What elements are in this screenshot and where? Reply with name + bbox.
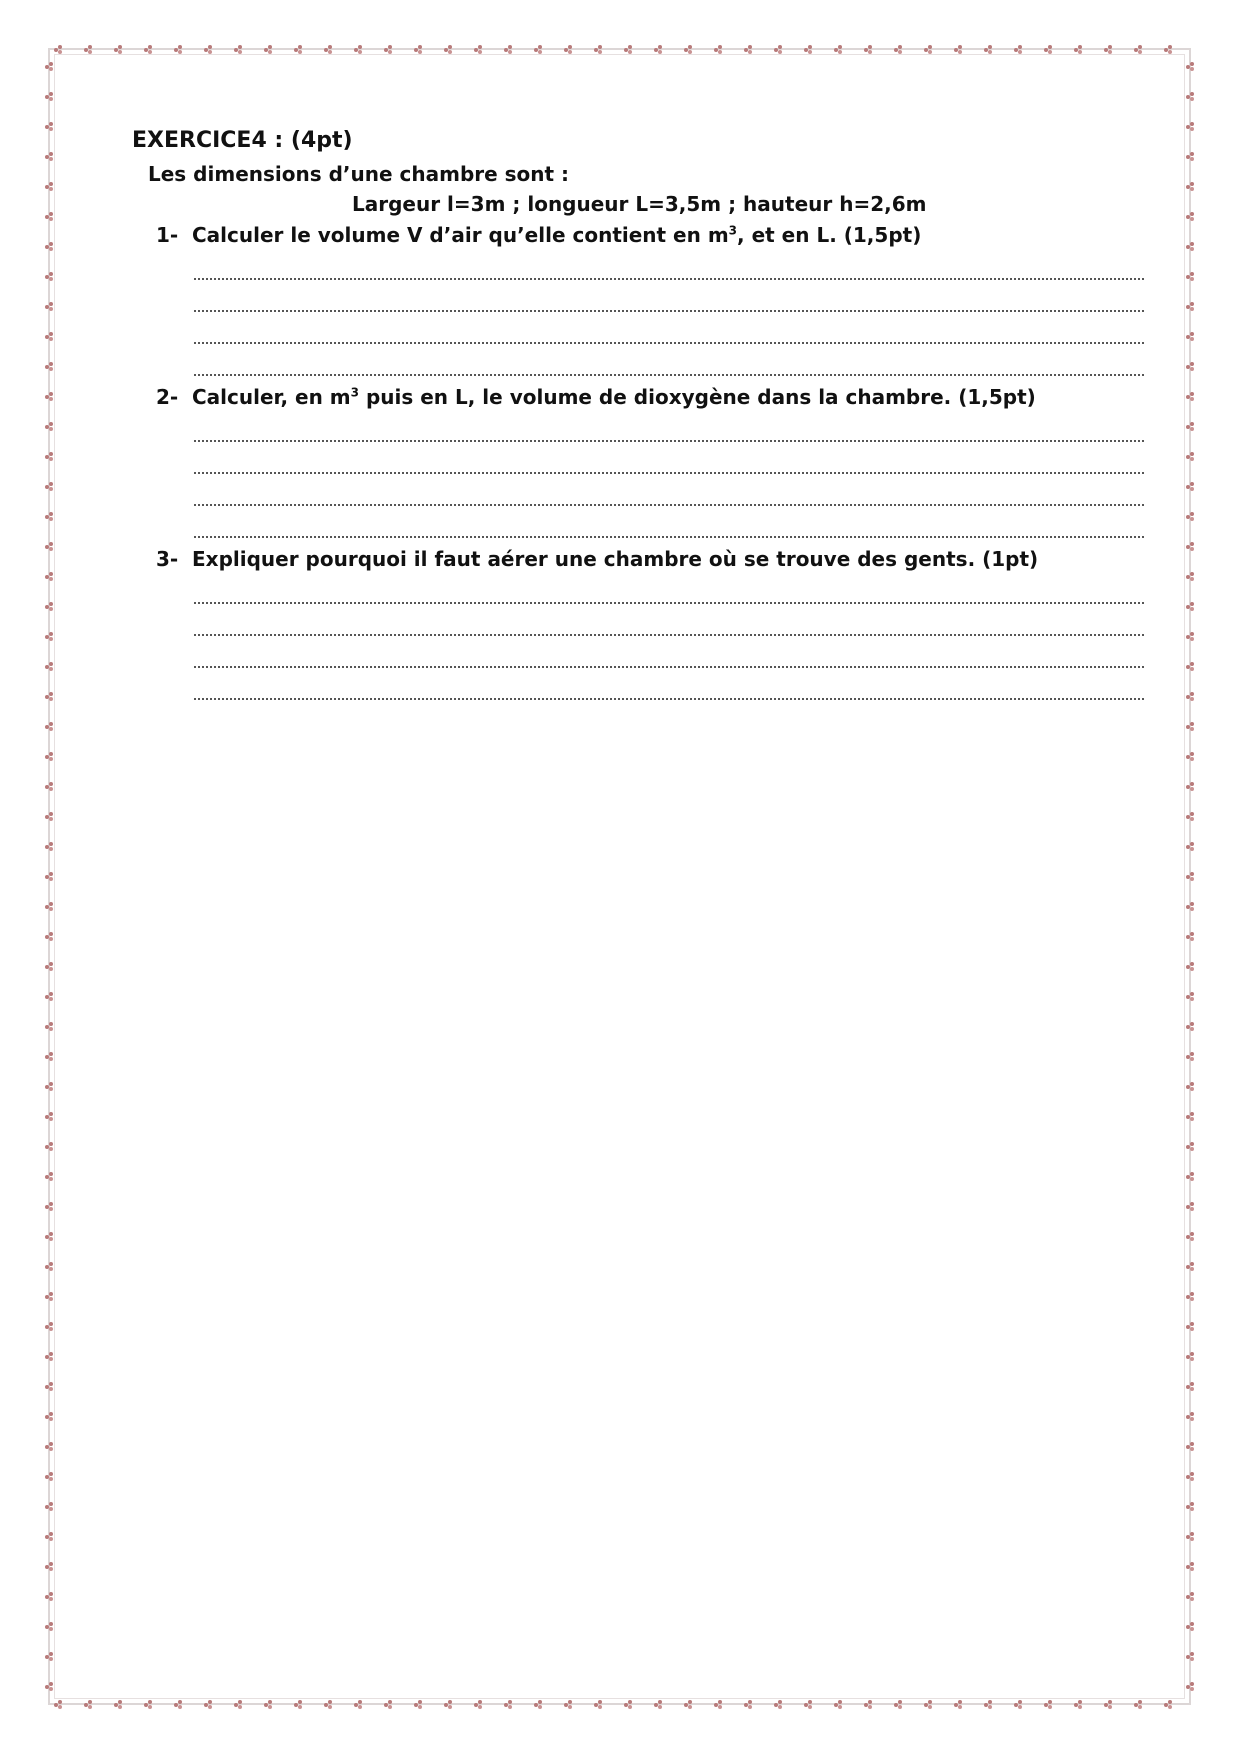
answer-line[interactable]: [194, 636, 1144, 668]
question-text-part: puis en L, le volume de dioxygène dans la chambre. (1,5pt): [359, 385, 1036, 409]
answer-area-1[interactable]: [194, 250, 1144, 376]
answer-area-2[interactable]: [194, 412, 1144, 538]
exercise-title: EXERCICE4 : (4pt): [132, 128, 353, 153]
question-text: [192, 382, 1036, 412]
question-text: [192, 544, 1038, 574]
answer-line[interactable]: [194, 412, 1144, 442]
question-1: [132, 220, 1152, 250]
answer-line[interactable]: [194, 604, 1144, 636]
exercise-content: [132, 126, 1152, 700]
answer-line[interactable]: [194, 312, 1144, 344]
question-2: [132, 382, 1152, 412]
question-text-part: , et en L. (1,5pt): [737, 223, 922, 247]
room-dimensions: Largeur l=3m ; longueur L=3,5m ; hauteur h=2,6m: [352, 192, 927, 216]
superscript-exponent: 3: [728, 223, 738, 238]
question-text-part: Calculer le volume V d’air qu’elle contient en m: [192, 223, 729, 247]
answer-line[interactable]: [194, 442, 1144, 474]
question-number: 2-: [156, 385, 179, 409]
question-number: 3-: [156, 547, 179, 571]
question-3: [132, 544, 1152, 574]
superscript-exponent: 3: [350, 385, 359, 400]
answer-line[interactable]: [194, 250, 1144, 280]
answer-line[interactable]: [194, 668, 1144, 700]
answer-line[interactable]: [194, 474, 1144, 506]
question-text-part: Calculer, en m: [192, 385, 351, 409]
question-text-part: Expliquer pourquoi il faut aérer une chambre où se trouve des gents. (1pt): [192, 547, 1039, 571]
answer-line[interactable]: [194, 574, 1144, 604]
answer-area-3[interactable]: [194, 574, 1144, 700]
answer-line[interactable]: [194, 280, 1144, 312]
question-number: 1-: [156, 223, 179, 247]
answer-line[interactable]: [194, 506, 1144, 538]
answer-line[interactable]: [194, 344, 1144, 376]
exercise-intro: Les dimensions d’une chambre sont :: [148, 162, 570, 186]
question-text: [192, 220, 921, 250]
